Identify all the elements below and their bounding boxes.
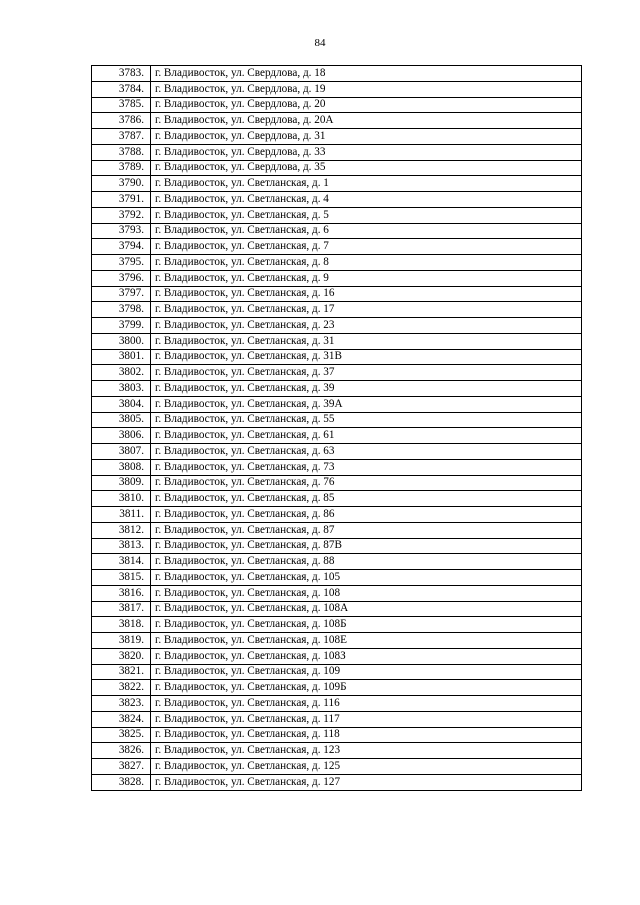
row-address: г. Владивосток, ул. Свердлова, д. 20А [151,113,582,129]
row-address: г. Владивосток, ул. Светланская, д. 123 [151,743,582,759]
row-number: 3825. [92,727,151,743]
row-address: г. Владивосток, ул. Светланская, д. 4 [151,192,582,208]
row-address: г. Владивосток, ул. Светланская, д. 1 [151,176,582,192]
row-number: 3821. [92,664,151,680]
row-address: г. Владивосток, ул. Свердлова, д. 35 [151,160,582,176]
row-address: г. Владивосток, ул. Светланская, д. 9 [151,270,582,286]
table-row [92,270,582,286]
row-address: г. Владивосток, ул. Светланская, д. 55 [151,412,582,428]
row-address: г. Владивосток, ул. Светланская, д. 86 [151,507,582,523]
row-number: 3806. [92,428,151,444]
table-row [92,538,582,554]
table-row [92,727,582,743]
row-address: г. Владивосток, ул. Светланская, д. 31 [151,333,582,349]
row-number: 3788. [92,144,151,160]
row-address: г. Владивосток, ул. Светланская, д. 108Е [151,633,582,649]
table-row [92,160,582,176]
table-row [92,585,582,601]
row-address: г. Владивосток, ул. Светланская, д. 39А [151,396,582,412]
row-number: 3805. [92,412,151,428]
address-table-body [92,66,582,791]
row-number: 3827. [92,759,151,775]
table-row [92,774,582,790]
table-row [92,66,582,82]
row-number: 3826. [92,743,151,759]
row-address: г. Владивосток, ул. Светланская, д. 31В [151,349,582,365]
row-address: г. Владивосток, ул. Свердлова, д. 18 [151,66,582,82]
row-number: 3783. [92,66,151,82]
row-number: 3816. [92,585,151,601]
row-address: г. Владивосток, ул. Светланская, д. 63 [151,444,582,460]
row-address: г. Владивосток, ул. Светланская, д. 39 [151,381,582,397]
table-row [92,633,582,649]
row-number: 3792. [92,207,151,223]
row-number: 3790. [92,176,151,192]
row-number: 3828. [92,774,151,790]
table-row [92,349,582,365]
page-number: 84 [314,37,326,49]
table-row [92,696,582,712]
row-number: 3813. [92,538,151,554]
row-address: г. Владивосток, ул. Светланская, д. 105 [151,570,582,586]
row-address: г. Владивосток, ул. Светланская, д. 109 [151,664,582,680]
row-number: 3784. [92,81,151,97]
table-row [92,286,582,302]
table-row [92,475,582,491]
row-address: г. Владивосток, ул. Светланская, д. 108 [151,585,582,601]
row-number: 3791. [92,192,151,208]
table-row [92,459,582,475]
table-row [92,711,582,727]
row-number: 3797. [92,286,151,302]
table-row [92,444,582,460]
row-address: г. Владивосток, ул. Светланская, д. 109Б [151,680,582,696]
table-row [92,365,582,381]
row-number: 3811. [92,507,151,523]
table-row [92,428,582,444]
table-row [92,617,582,633]
table-row [92,113,582,129]
row-number: 3800. [92,333,151,349]
table-row [92,207,582,223]
row-address: г. Владивосток, ул. Светланская, д. 85 [151,491,582,507]
row-address: г. Владивосток, ул. Светланская, д. 76 [151,475,582,491]
table-row [92,192,582,208]
row-number: 3820. [92,648,151,664]
row-address: г. Владивосток, ул. Светланская, д. 118 [151,727,582,743]
row-number: 3801. [92,349,151,365]
row-number: 3794. [92,239,151,255]
table-row [92,570,582,586]
table-row [92,318,582,334]
row-address: г. Владивосток, ул. Светланская, д. 116 [151,696,582,712]
row-address: г. Владивосток, ул. Светланская, д. 88 [151,554,582,570]
table-row [92,239,582,255]
row-number: 3814. [92,554,151,570]
table-row [92,302,582,318]
row-address: г. Владивосток, ул. Светланская, д. 6 [151,223,582,239]
row-number: 3817. [92,601,151,617]
table-row [92,97,582,113]
table-row [92,491,582,507]
row-number: 3789. [92,160,151,176]
row-number: 3786. [92,113,151,129]
table-row [92,507,582,523]
row-number: 3810. [92,491,151,507]
row-address: г. Владивосток, ул. Светланская, д. 117 [151,711,582,727]
row-address: г. Владивосток, ул. Светланская, д. 108А [151,601,582,617]
row-number: 3822. [92,680,151,696]
row-address: г. Владивосток, ул. Светланская, д. 108З [151,648,582,664]
table-row [92,601,582,617]
row-address: г. Владивосток, ул. Свердлова, д. 31 [151,129,582,145]
row-address: г. Владивосток, ул. Светланская, д. 23 [151,318,582,334]
table-row [92,333,582,349]
row-number: 3785. [92,97,151,113]
table-row [92,554,582,570]
row-address: г. Владивосток, ул. Светланская, д. 16 [151,286,582,302]
table-row [92,381,582,397]
row-address: г. Владивосток, ул. Светланская, д. 5 [151,207,582,223]
row-number: 3799. [92,318,151,334]
row-number: 3795. [92,255,151,271]
row-number: 3824. [92,711,151,727]
row-address: г. Владивосток, ул. Светланская, д. 8 [151,255,582,271]
row-number: 3819. [92,633,151,649]
table-row [92,664,582,680]
table-row [92,396,582,412]
table-row [92,144,582,160]
table-row [92,129,582,145]
row-address: г. Владивосток, ул. Светланская, д. 87 [151,522,582,538]
address-table [91,65,582,791]
row-address: г. Владивосток, ул. Светланская, д. 127 [151,774,582,790]
row-number: 3804. [92,396,151,412]
row-number: 3818. [92,617,151,633]
table-row [92,176,582,192]
table-row [92,680,582,696]
row-number: 3796. [92,270,151,286]
row-number: 3808. [92,459,151,475]
row-address: г. Владивосток, ул. Светланская, д. 37 [151,365,582,381]
row-number: 3798. [92,302,151,318]
row-number: 3803. [92,381,151,397]
row-number: 3807. [92,444,151,460]
row-number: 3815. [92,570,151,586]
row-address: г. Владивосток, ул. Светланская, д. 73 [151,459,582,475]
row-address: г. Владивосток, ул. Свердлова, д. 19 [151,81,582,97]
table-row [92,255,582,271]
row-address: г. Владивосток, ул. Светланская, д. 61 [151,428,582,444]
row-number: 3823. [92,696,151,712]
row-address: г. Владивосток, ул. Свердлова, д. 20 [151,97,582,113]
table-row [92,412,582,428]
row-address: г. Владивосток, ул. Светланская, д. 17 [151,302,582,318]
row-number: 3787. [92,129,151,145]
row-address: г. Владивосток, ул. Светланская, д. 125 [151,759,582,775]
row-address: г. Владивосток, ул. Светланская, д. 108Б [151,617,582,633]
table-row [92,522,582,538]
table-row [92,223,582,239]
row-number: 3793. [92,223,151,239]
table-row [92,759,582,775]
table-row [92,743,582,759]
row-address: г. Владивосток, ул. Свердлова, д. 33 [151,144,582,160]
row-address: г. Владивосток, ул. Светланская, д. 87В [151,538,582,554]
row-number: 3802. [92,365,151,381]
row-number: 3812. [92,522,151,538]
table-row [92,648,582,664]
row-address: г. Владивосток, ул. Светланская, д. 7 [151,239,582,255]
table-row [92,81,582,97]
row-number: 3809. [92,475,151,491]
